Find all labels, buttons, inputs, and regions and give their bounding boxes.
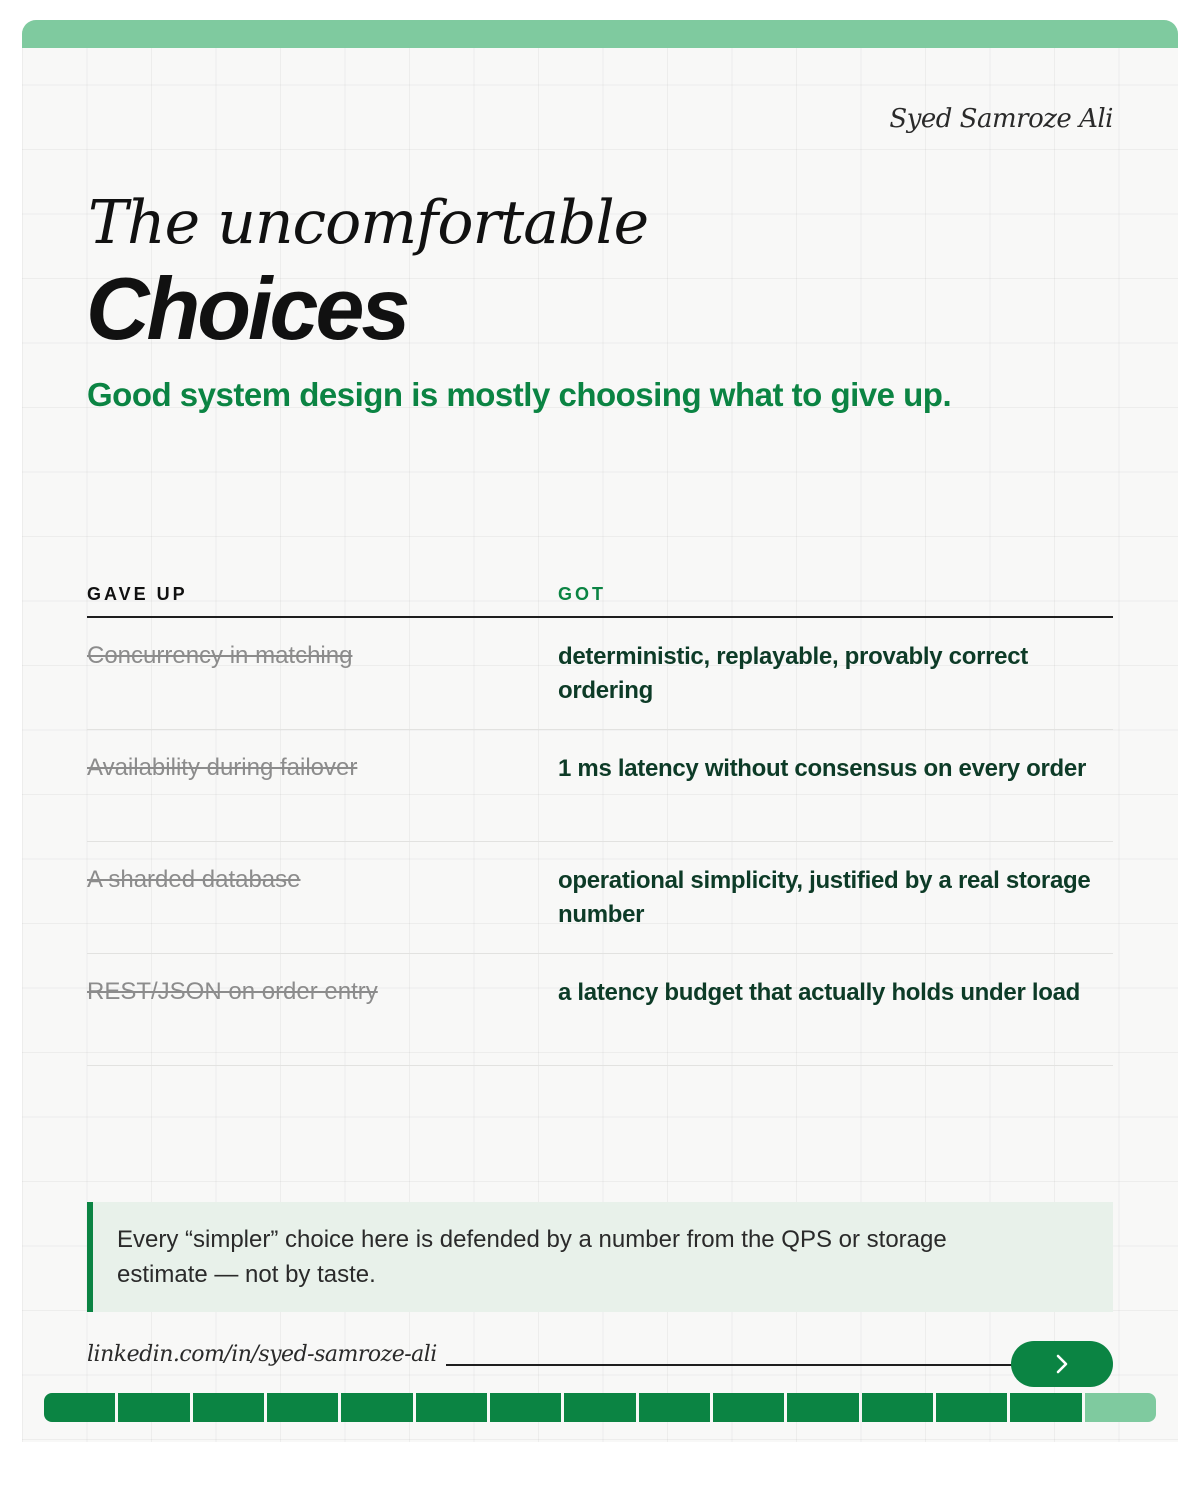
progress-segment — [193, 1393, 264, 1422]
progress-segment — [118, 1393, 189, 1422]
slide-card — [22, 20, 1178, 1442]
top-accent-bar — [22, 20, 1178, 48]
author-name: Syed Samroze Ali — [889, 104, 1113, 134]
header-got: GOT — [558, 584, 606, 604]
title-line-1: The uncomfortable — [88, 188, 649, 258]
progress-segment — [490, 1393, 561, 1422]
progress-segment — [936, 1393, 1007, 1422]
linkedin-link[interactable]: linkedin.com/in/syed-samroze-ali — [87, 1342, 437, 1367]
table-row — [87, 954, 1113, 1066]
got-cell: 1 ms latency without consensus on every order — [558, 755, 1087, 782]
progress-segment — [862, 1393, 933, 1422]
table-header — [87, 580, 1113, 618]
progress-segment — [44, 1393, 115, 1422]
table-row — [87, 842, 1113, 954]
progress-segment — [416, 1393, 487, 1422]
table-row — [87, 618, 1113, 730]
progress-segment — [713, 1393, 784, 1422]
got-cell: operational simplicity, justified by a real storage number — [558, 867, 1091, 928]
gave-up-cell: Availability during failover — [87, 754, 358, 781]
header-gave-up: GAVE UP — [87, 584, 188, 604]
callout-box — [87, 1202, 1113, 1312]
progress-segment — [564, 1393, 635, 1422]
chevron-right-icon — [1054, 1353, 1070, 1375]
progress-segment — [267, 1393, 338, 1422]
next-button[interactable] — [1011, 1341, 1113, 1387]
progress-segment — [787, 1393, 858, 1422]
tradeoff-table — [87, 580, 1113, 1066]
gave-up-cell: REST/JSON on order entry — [87, 978, 378, 1005]
callout-text: Every “simpler” choice here is defended by a number from the QPS or storage estimate — not by taste. — [117, 1226, 947, 1288]
got-cell: a latency budget that actually holds under load — [558, 979, 1080, 1006]
title-line-2: Choices — [86, 259, 408, 358]
footer-divider — [446, 1364, 1016, 1366]
progress-bar — [44, 1393, 1156, 1422]
progress-segment — [341, 1393, 412, 1422]
progress-segment — [1085, 1393, 1156, 1422]
subtitle: Good system design is mostly choosing what to give up. — [87, 376, 952, 413]
progress-segment — [639, 1393, 710, 1422]
table-row — [87, 730, 1113, 842]
gave-up-cell: Concurrency in matching — [87, 642, 353, 669]
progress-segment — [1010, 1393, 1081, 1422]
got-cell: deterministic, replayable, provably correct ordering — [558, 643, 1028, 704]
gave-up-cell: A sharded database — [87, 866, 301, 893]
